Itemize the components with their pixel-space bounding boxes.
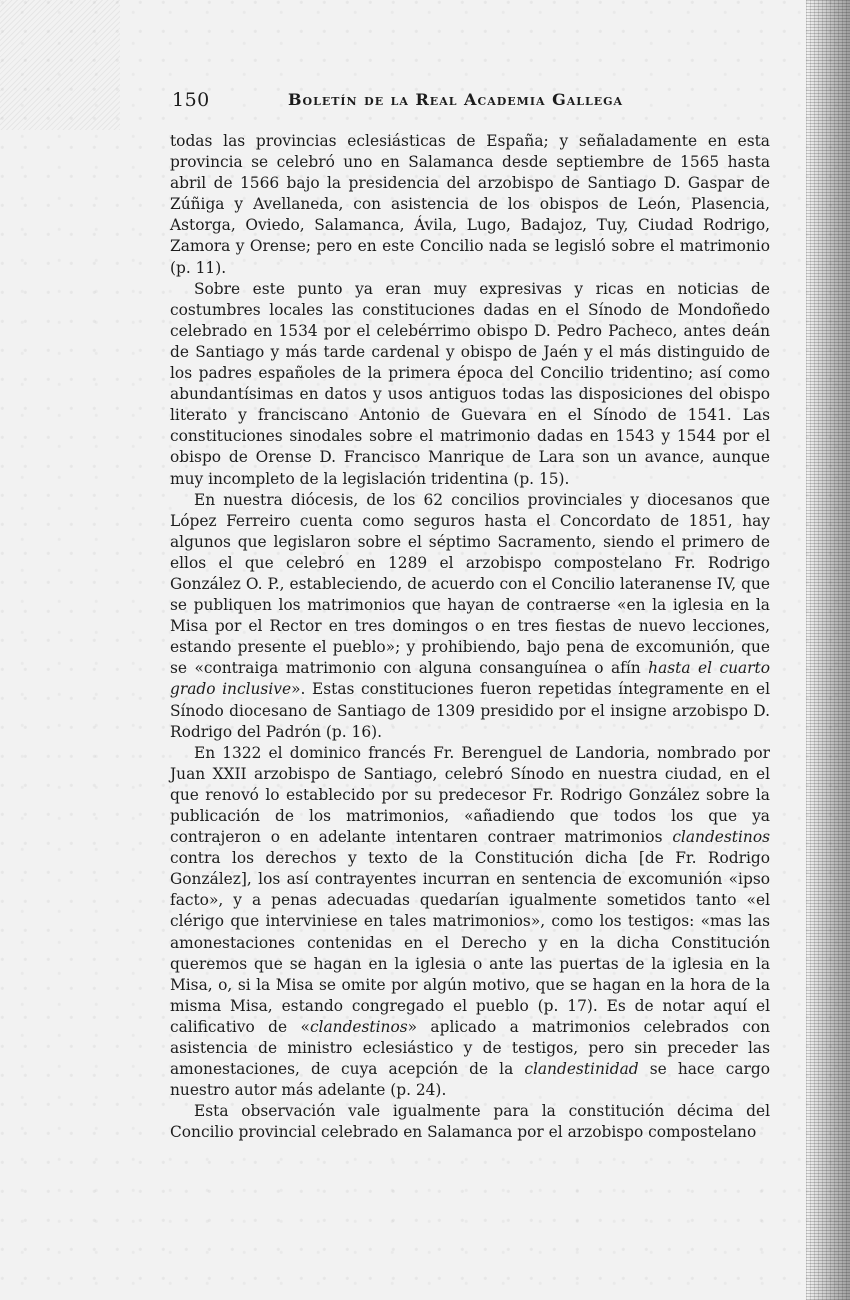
italic-text: clandestinos bbox=[672, 828, 770, 847]
paragraph-text: se hace cargo nuestro autor más adelante (p. 24). bbox=[170, 1060, 770, 1100]
paragraph-text: En 1322 el dominico francés Fr. Berenguel de Landoria, nombrado por Juan XXII arzobispo de Santiago, celebró Sínodo en nuestra ciudad, en el que renovó lo establecido por su predecesor Fr. Rodrigo González sobre la publicación de los matrimonios, «añadiendo que todos los que ya contrajeron o en adelante intentaren contraer matrimonios bbox=[170, 743, 770, 847]
paragraph bbox=[170, 1101, 770, 1143]
italic-text: hasta el cuarto grado inclusive bbox=[170, 659, 770, 699]
page-header bbox=[170, 87, 770, 113]
page-number: 150 bbox=[172, 89, 210, 111]
paragraph-text: » aplicado a matrimonios celebrados con asistencia de ministro eclesiástico y de testigos, pero sin preceder las amonestaciones, de cuya acepción de la bbox=[170, 1017, 771, 1079]
paragraph bbox=[170, 279, 770, 490]
body-text bbox=[170, 131, 770, 1144]
paragraph bbox=[170, 131, 770, 279]
paragraph-text: contra los derechos y texto de la Constitución dicha [de Fr. Rodrigo González], los así contrayentes incurran en sentencia de excomunión «ipso facto», y a penas adecuadas quedarían igualmente sometidos tanto «el clérigo que interviniese en tales matrimonios», como los testigos: «mas las amonestaciones contenidas en el Derecho y en la dicha Constitución queremos que se hagan en la iglesia o ante las puertas de la iglesia en la Misa, o, si la Misa se omite por algún motivo, que se hagan en la hora de la misma Misa, estando congregado el pueblo (p. 17). Es de notar aquí el calificativo de « bbox=[170, 849, 770, 1036]
paragraph-text: Sobre este punto ya eran muy expresivas y ricas en noticias de costumbres locales las constituciones dadas en el Sínodo de Mondoñedo celebrado en 1534 por el celebérrimo obispo D. Pedro Pacheco, antes deán de Santiago y más tarde cardenal y obispo de Jaén y el más distinguido de los padres españoles de la primera época del Concilio tridentino; así como abundantísimas en datos y usos antiguos todas las disposiciones del obispo literato y franciscano Antonio de Guevara en el Sínodo de 1541. Las constituciones sinodales sobre el matrimonio dadas en 1543 y 1544 por el obispo de Orense D. Francisco Manrique de Lara son un avance, aunque muy incompleto de la legislación tridentina (p. 15). bbox=[170, 279, 770, 488]
paragraph bbox=[170, 743, 770, 1102]
paragraph-text: En nuestra diócesis, de los 62 concilios provinciales y diocesanos que López Ferreiro cuenta como seguros hasta el Concordato de 1851, hay algunos que legislaron sobre el séptimo Sacramento, siendo el primero de ellos el que celebró en 1289 el arzobispo compostelano Fr. Rodrigo González O. P., estableciendo, de acuerdo con el Concilio lateranense IV, que se publiquen los matrimonios que hayan de contraerse «en la iglesia en la Misa por el Rector en tres domingos o en tres fiestas de nuevo lecciones, estando presente el pueblo»; y prohibiendo, bajo pena de excomunión, que se «contraiga matrimonio con alguna consanguínea o afín bbox=[170, 490, 770, 678]
paragraph-text: Esta observación vale igualmente para la constitución décima del Concilio provincial celebrado en Salamanca por el arzobispo compostelano bbox=[170, 1102, 770, 1142]
italic-text: clandestinidad bbox=[524, 1060, 639, 1079]
book-edge-right bbox=[806, 0, 850, 1300]
paragraph bbox=[170, 490, 770, 743]
paragraph-text: ». Estas constituciones fueron repetidas íntegramente en el Sínodo diocesano de Santiago de 1309 presidido por el insigne arzobispo D. Rodrigo del Padrón (p. 16). bbox=[170, 680, 770, 741]
scan-noise-left bbox=[0, 0, 120, 130]
paragraph-text: todas las provincias eclesiásticas de España; y señaladamente en esta provincia se celebró uno en Salamanca desde septiembre de 1565 hasta abril de 1566 bajo la presidencia del arzobispo de Santiago D. Gaspar de Zúñiga y Avellaneda, con asistencia de los obispos de León, Plasencia, Astorga, Oviedo, Salamanca, Ávila, Lugo, Badajoz, Tuy, Ciudad Rodrigo, Zamora y Orense; pero en este Concilio nada se legisló sobre el matrimonio (p. 11). bbox=[170, 132, 770, 277]
running-head: Boletín de la Real Academia Gallega bbox=[288, 90, 624, 109]
italic-text: clandestinos bbox=[309, 1017, 408, 1036]
